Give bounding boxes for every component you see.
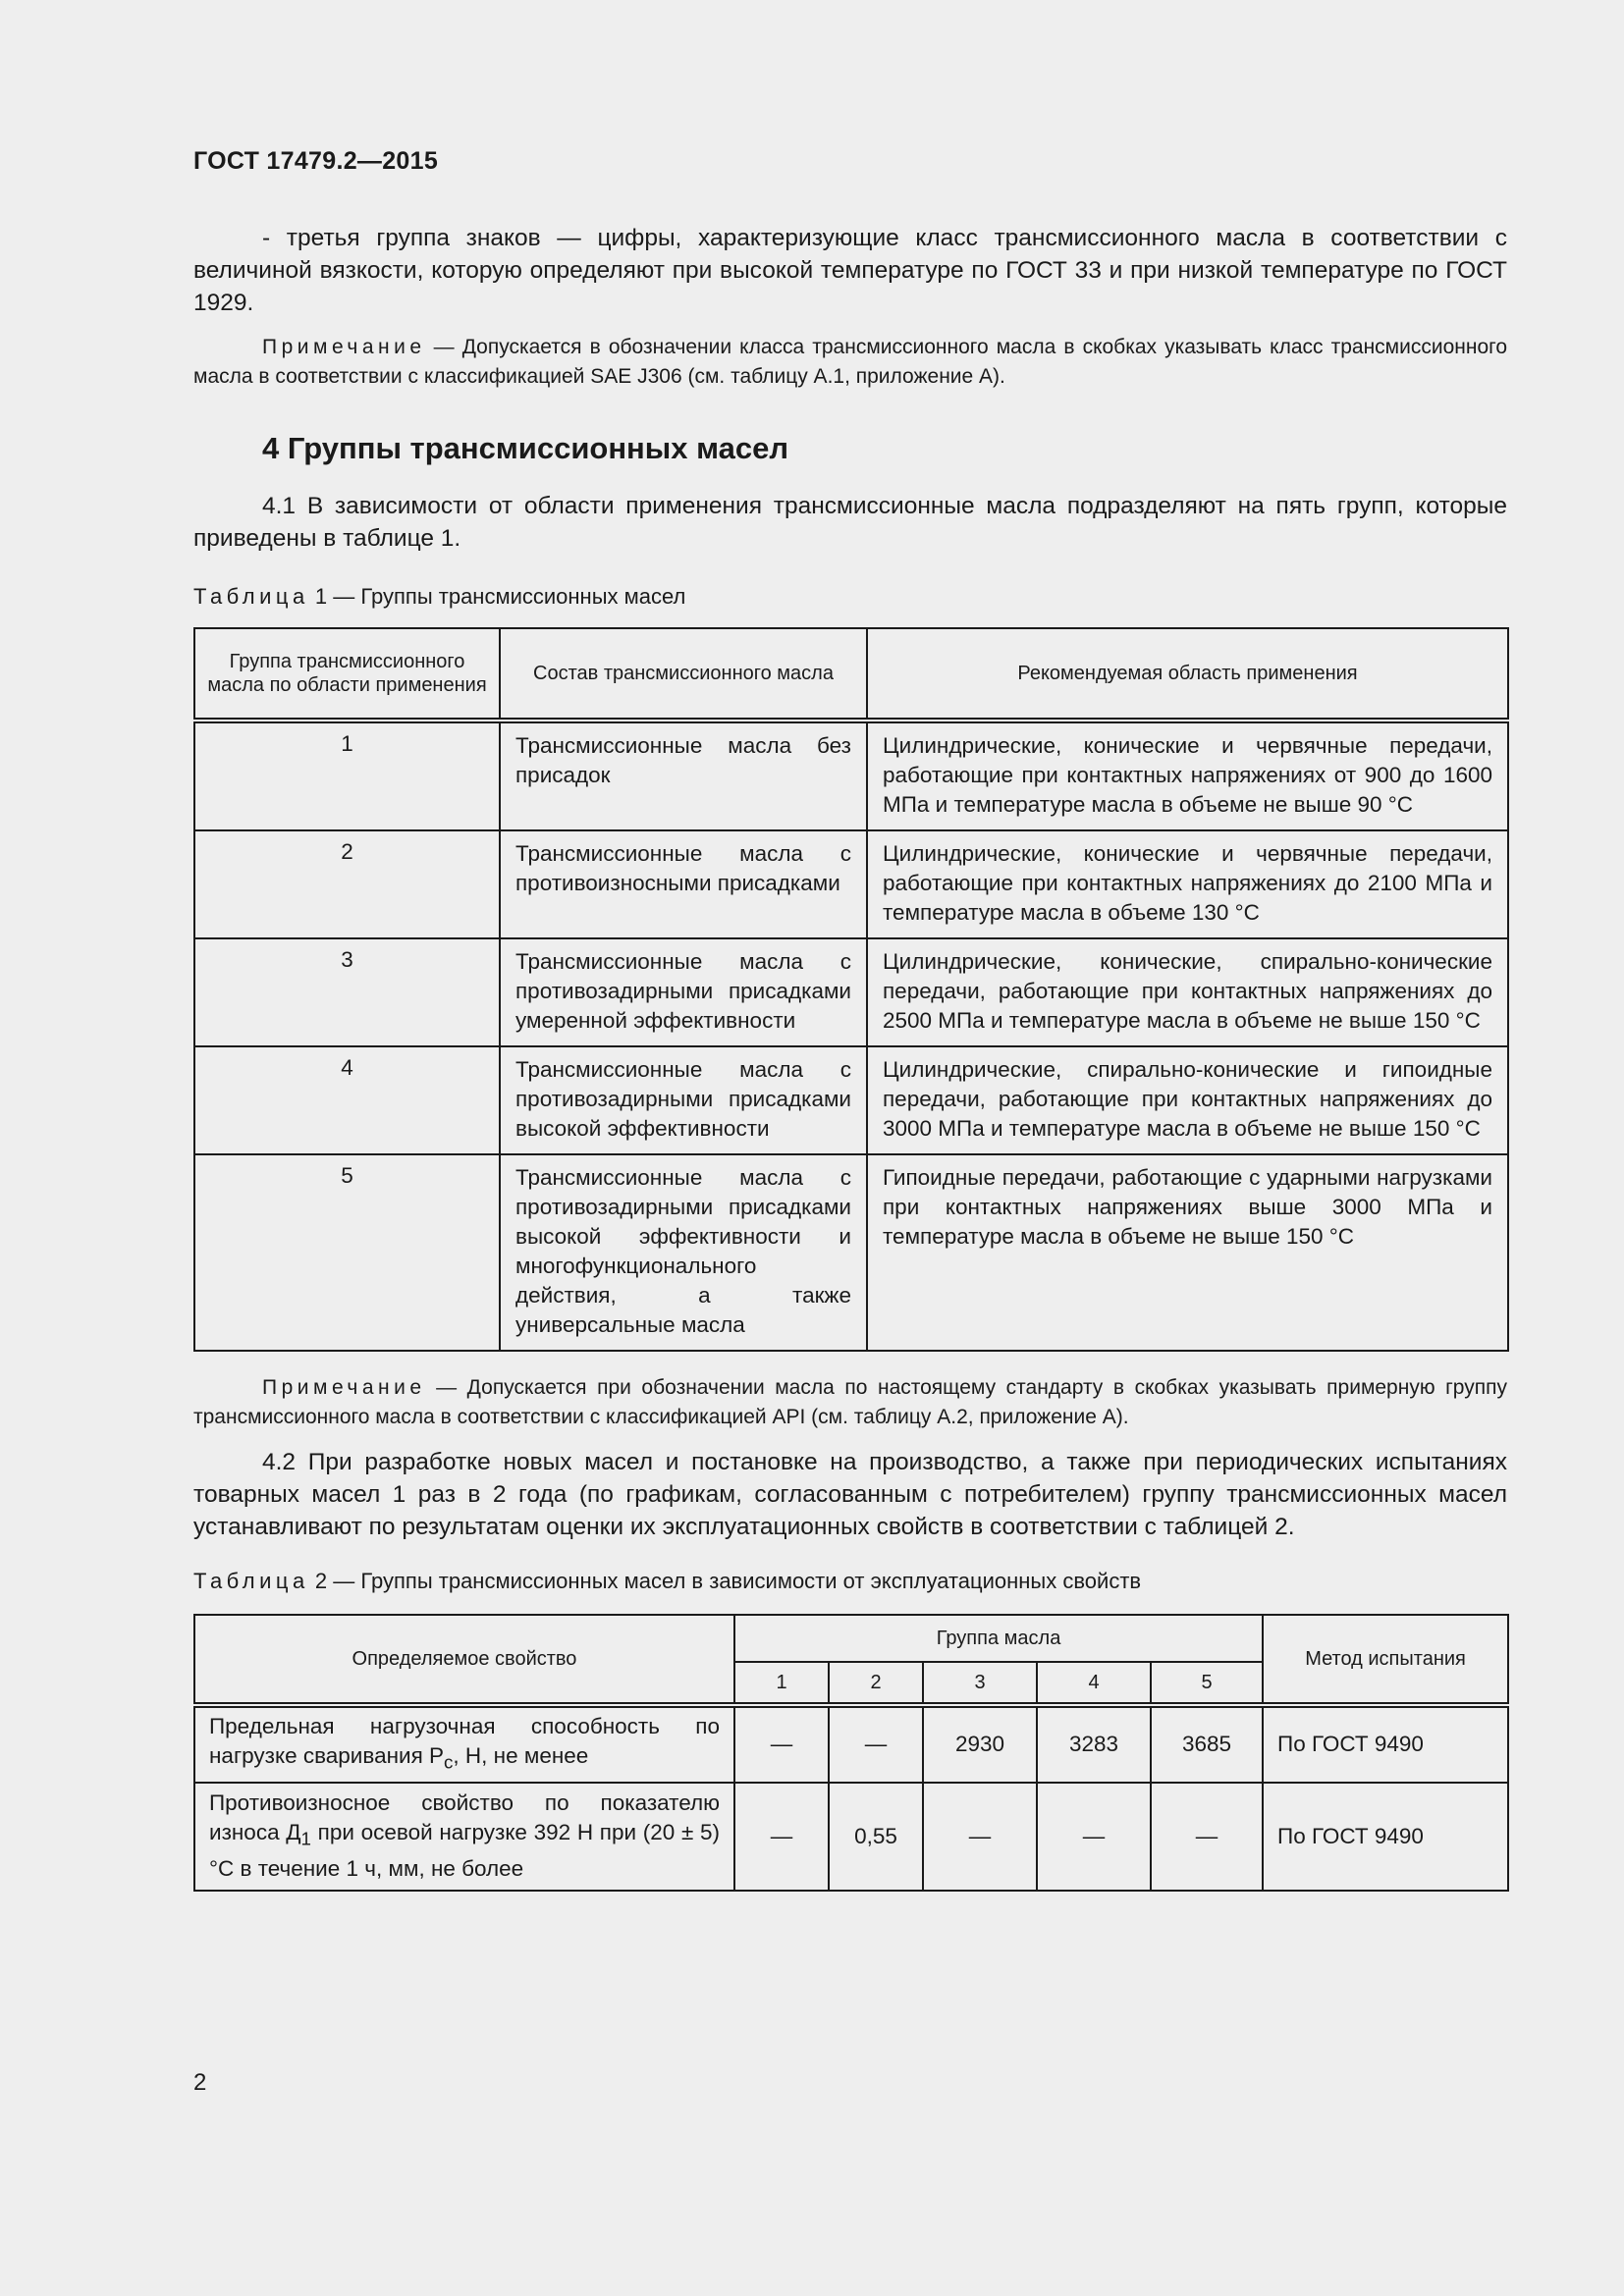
table-2-group-number: 4 [1037,1662,1151,1705]
table-2-cell-value: — [734,1783,829,1891]
table-1-cell-application: Цилиндрические, конические, спирально-конические передачи, работающие при контактных напряжениях до 2500 МПа и температуре масла в объеме не выше 150 °С [867,938,1508,1046]
page-number: 2 [193,2069,207,2096]
table-1-caption [193,584,1507,610]
table-2-header-property: Определяемое свойство [194,1615,734,1705]
table-2-cell-value: 3283 [1037,1705,1151,1783]
table-1-cell-group: 4 [194,1046,500,1154]
table-1-cell-application: Цилиндрические, конические и червячные передачи, работающие при контактных напряжениях от 900 до 1600 МПа и температуре масла в объеме не выше 90 °С [867,721,1508,830]
table-1-cell-group: 1 [194,721,500,830]
property-text-a: Предельная нагрузочная способность по нагрузке сваривания Р [209,1714,720,1768]
table-row [194,1154,1508,1351]
table-2-header-group: Группа масла [734,1615,1263,1662]
table-1-header-application: Рекомендуемая область применения [867,628,1508,721]
table-2-cell-value: — [1037,1783,1151,1891]
table-2-group-number: 5 [1151,1662,1263,1705]
table-2-cell-value: — [923,1783,1037,1891]
table-2-cell-value: 0,55 [829,1783,923,1891]
table-1-cell-group: 5 [194,1154,500,1351]
document-header: ГОСТ 17479.2—2015 [193,147,439,175]
table-2-group-number: 1 [734,1662,829,1705]
table-2-cell-property [194,1783,734,1891]
table-row [194,1046,1508,1154]
note-2 [193,1373,1507,1432]
note-2-label: Примечание [262,1376,426,1399]
table-2-cell-value: — [734,1705,829,1783]
table-1-header-group: Группа трансмиссионного масла по области применения [194,628,500,721]
table-1-cell-composition: Трансмиссионные масла с противозадирными присадками умеренной эффективности [500,938,867,1046]
table-2-cell-value: 3685 [1151,1705,1263,1783]
table-2-group-number: 3 [923,1662,1037,1705]
table-1-header-composition: Состав трансмиссионного масла [500,628,867,721]
table-row [194,721,1508,830]
note-1-label: Примечание [262,336,426,358]
table-2-header-method: Метод испытания [1263,1615,1508,1705]
table-row [194,938,1508,1046]
table-1-cell-composition: Трансмиссионные масла с противозадирными присадками высокой эффективности и многофункционального действия, а также универсальные масла [500,1154,867,1351]
table-2-cell-property [194,1705,734,1783]
page-content [193,222,1507,1892]
table-row [194,1783,1508,1891]
table-2-cell-value: 2930 [923,1705,1037,1783]
table-2-group-number: 2 [829,1662,923,1705]
note-1 [193,333,1507,392]
table-2-cell-value: — [829,1705,923,1783]
paragraph-4-2: 4.2 При разработке новых масел и постановке на производство, а также при периодических испытаниях товарных масел 1 раз в 2 года (по графикам, согласованным с потребителем) группу трансмиссионных масел устанавливают по результатам оценки их эксплуатационных свойств в соответствии с таблицей 2. [193,1449,1507,1540]
table-1-cell-composition: Трансмиссионные масла с противоизносными присадками [500,830,867,938]
table-1-cell-group: 3 [194,938,500,1046]
table-2-caption-text: 2 — Группы трансмиссионных масел в зависимости от эксплуатационных свойств [308,1569,1142,1593]
table-2-caption [193,1569,1507,1594]
table-2-cell-method: По ГОСТ 9490 [1263,1783,1508,1891]
note-2-text: — Допускается при обозначении масла по настоящему стандарту в скобках указывать примерную группу трансмиссионного масла в соответствии с классификацией API (см. таблицу А.2, приложение А). [193,1376,1507,1428]
property-subscript: с [444,1751,454,1773]
table-2-cell-method: По ГОСТ 9490 [1263,1705,1508,1783]
paragraph-4-1: 4.1 В зависимости от области применения трансмиссионные масла подразделяют на пять групп, которые приведены в таблице 1. [193,493,1507,552]
table-2 [193,1614,1509,1892]
table-1-cell-application: Цилиндрические, спирально-конические и гипоидные передачи, работающие при контактных напряжениях до 3000 МПа и температуре масла в объеме не выше 150 °С [867,1046,1508,1154]
table-1-caption-label: Таблица [193,584,309,609]
table-row [194,830,1508,938]
table-1-cell-composition: Трансмиссионные масла без присадок [500,721,867,830]
table-1-cell-application: Гипоидные передачи, работающие с ударными нагрузками при контактных напряжениях выше 3000 МПа и температуре масла в объеме не выше 150 °С [867,1154,1508,1351]
table-1-caption-text: 1 — Группы трансмиссионных масел [308,584,686,609]
table-row [194,1705,1508,1783]
table-2-caption-label: Таблица [193,1569,309,1593]
intro-paragraph: - третья группа знаков — цифры, характеризующие класс трансмиссионного масла в соответствии с величиной вязкости, которую определяют при высокой температуре по ГОСТ 33 и при низкой температуре по ГОСТ 1929. [193,225,1507,316]
table-1-cell-composition: Трансмиссионные масла с противозадирными присадками высокой эффективности [500,1046,867,1154]
table-1-cell-application: Цилиндрические, конические и червячные передачи, работающие при контактных напряжениях до 2100 МПа и температуре масла в объеме 130 °С [867,830,1508,938]
property-text-a: Противоизносное свойство по показателю износа Д [209,1790,720,1845]
table-1 [193,627,1509,1352]
section-4-title: 4 Группы трансмиссионных масел [262,431,789,465]
table-1-cell-group: 2 [194,830,500,938]
property-subscript: 1 [300,1828,311,1849]
table-2-cell-value: — [1151,1783,1263,1891]
note-1-text: — Допускается в обозначении класса трансмиссионного масла в скобках указывать класс трансмиссионного масла в соответствии с классификацией SAE J306 (см. таблицу А.1, приложение А). [193,336,1507,388]
property-text-b: , Н, не менее [453,1743,589,1768]
property-text-b: при осевой нагрузке 392 Н при (20 ± 5) °С в течение 1 ч, мм, не более [209,1820,720,1881]
